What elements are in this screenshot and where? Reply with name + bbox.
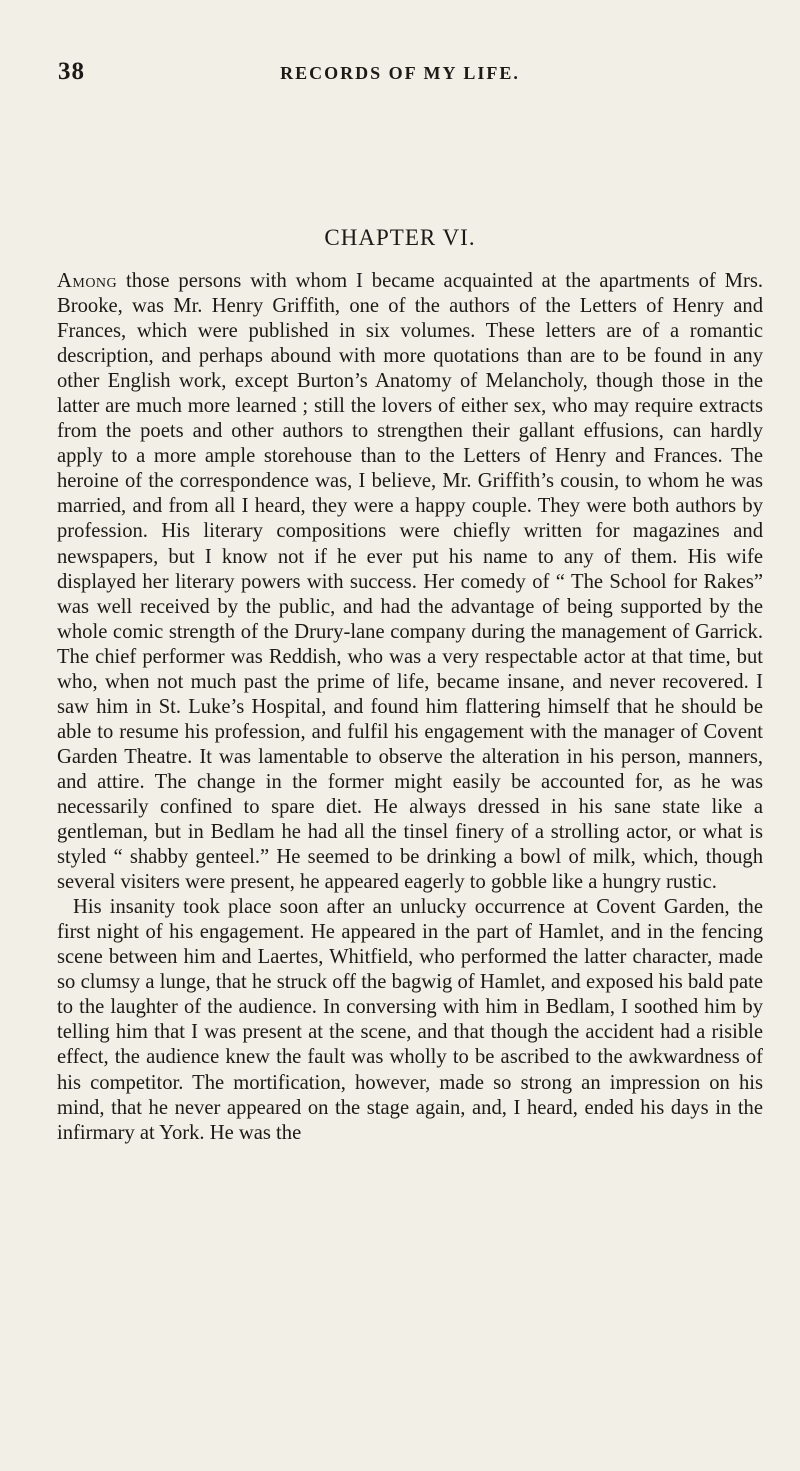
- paragraph-1: [57, 269, 763, 895]
- body-text: [57, 269, 763, 1146]
- running-title: RECORDS OF MY LIFE.: [280, 63, 520, 83]
- paragraph-1-text: those persons with whom I became acquainted at the apartments of Mrs. Brooke, was Mr. Henry Griffith, one of the authors of the Letters of Henry and Frances, which were published in six volumes. These letters are of a romantic description, and perhaps abound with more quotations than are to be found in any other English work, except Burton’s Anatomy of Melancholy, though those in the latter are much more learned ; still the lovers of either sex, who may require extracts from the poets and other authors to strengthen their gallant effusions, can hardly apply to a more ample storehouse than to the Letters of Henry and Frances. The heroine of the correspondence was, I believe, Mr. Griffith’s cousin, to whom he was married, and from all I heard, they were a happy couple. They were both authors by profession. His literary compositions were chiefly written for magazines and newspapers, but I know not if he ever put his name to any of them. His wife displayed her literary powers with success. Her comedy of “ The School for Rakes” was well received by the public, and had the advantage of being supported by the whole comic strength of the Drury-lane company during the management of Garrick. The chief performer was Reddish, who was a very respectable actor at that time, but who, when not much past the prime of life, became insane, and never recovered. I saw him in St. Luke’s Hospital, and found him flattering himself that he should be able to resume his profession, and fulfil his engagement with the manager of Covent Garden Theatre. It was lamentable to observe the alteration in his person, manners, and attire. The change in the former might easily be accounted for, as he was necessarily confined to spare diet. He always dressed in his sane state like a gentleman, but in Bedlam he had all the tinsel finery of a strolling actor, or what is styled “ shabby genteel.” He seemed to be drinking a bowl of milk, which, though several visiters were present, he appeared eagerly to gobble like a hungry rustic.: [57, 270, 763, 894]
- page-number: 38: [58, 58, 85, 85]
- chapter-heading: CHAPTER VI.: [324, 225, 476, 250]
- opening-word: Among: [57, 270, 118, 292]
- paragraph-2: His insanity took place soon after an unlucky occurrence at Covent Garden, the first night of his engagement. He appeared in the part of Hamlet, and in the fencing scene between him and Laertes, Whitfield, who performed the latter character, made so clumsy a lunge, that he struck off the bagwig of Hamlet, and exposed his bald pate to the laughter of the audience. In conversing with him in Bedlam, I soothed him by telling him that I was present at the scene, and that though the accident had a risible effect, the audience knew the fault was wholly to be ascribed to the awkwardness of his competitor. The mortification, however, made so strong an impression on his mind, that he never appeared on the stage again, and, I heard, ended his days in the infirmary at York. He was the: [57, 896, 763, 1144]
- running-head: [58, 58, 742, 88]
